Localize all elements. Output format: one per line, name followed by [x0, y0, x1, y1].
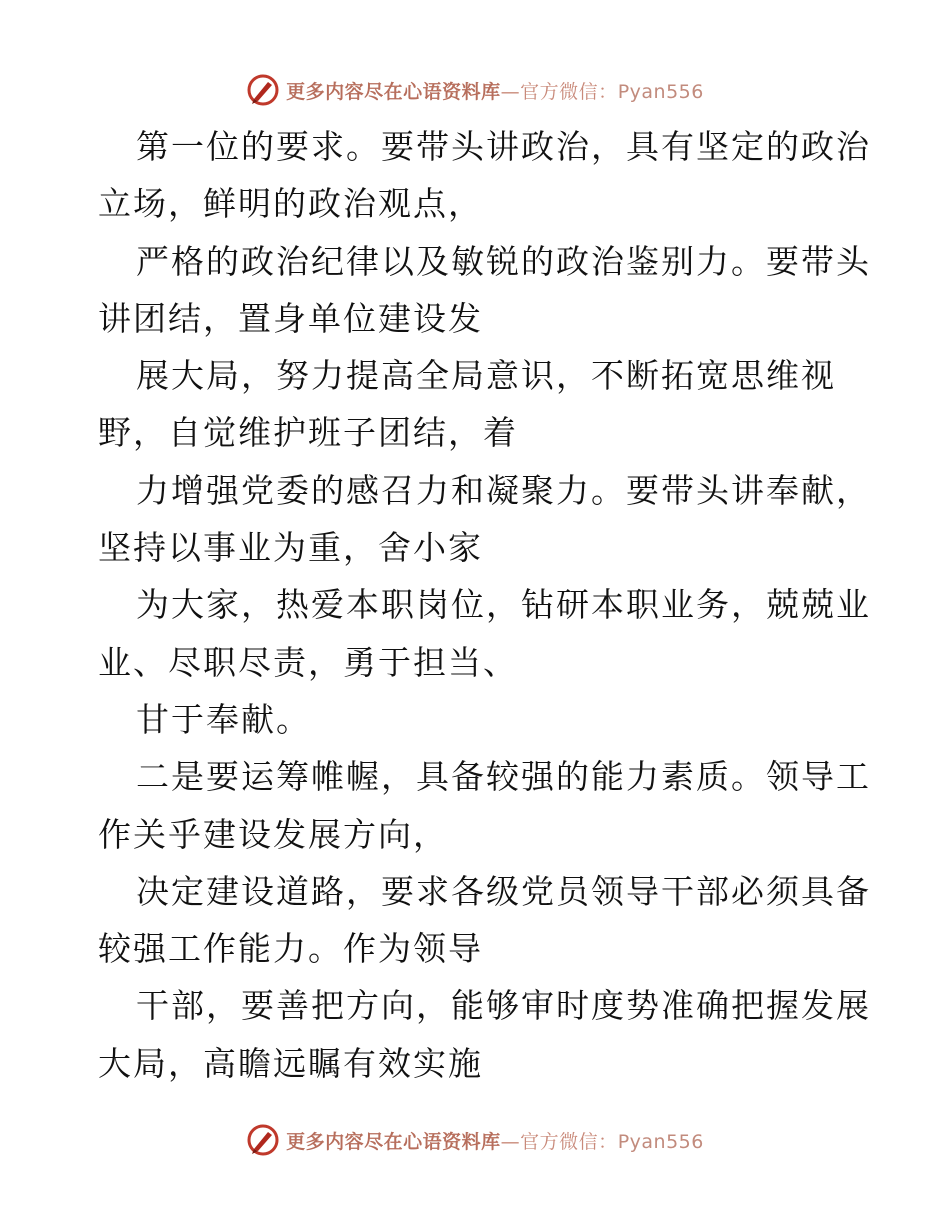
text-line: 野，自觉维护班子团结，着	[98, 413, 518, 453]
text-line: 讲团结，置身单位建设发	[98, 298, 483, 338]
watermark-dash: —	[500, 80, 521, 103]
watermark-text	[286, 1127, 704, 1154]
watermark-wechat-label: 官方微信：	[520, 80, 618, 103]
text-line: 展大局，努力提高全局意识，不断拓宽思维视	[136, 356, 836, 396]
text-line: 严格的政治纪律以及敏锐的政治鉴别力。要带头	[136, 241, 871, 281]
text-line: 干部，要善把方向，能够审时度势准确把握发展	[136, 986, 871, 1026]
text-line: 力增强党委的感召力和凝聚力。要带头讲奉献，	[136, 470, 871, 510]
text-line: 决定建设道路，要求各级党员领导干部必须具备	[136, 871, 871, 911]
text-line: 较强工作能力。作为领导	[98, 929, 483, 969]
watermark-wechat-id: Pyan556	[617, 80, 704, 103]
watermark-wechat-label: 官方微信：	[520, 1130, 618, 1153]
text-line: 作关乎建设发展方向，	[98, 814, 448, 854]
pen-logo-icon	[246, 73, 280, 107]
text-line: 立场，鲜明的政治观点，	[98, 184, 483, 224]
text-line: 甘于奉献。	[136, 699, 311, 739]
watermark-text	[286, 77, 704, 104]
text-line: 第一位的要求。要带头讲政治，具有坚定的政治	[136, 127, 871, 166]
header-watermark	[0, 70, 950, 110]
pen-logo-icon	[246, 1123, 280, 1157]
watermark-dash: —	[500, 1130, 521, 1153]
text-line: 大局，高瞻远瞩有效实施	[98, 1043, 483, 1083]
footer-watermark	[0, 1120, 950, 1160]
document-body	[98, 118, 871, 1092]
watermark-site: 更多内容尽在心语资料库	[286, 1130, 501, 1153]
watermark-site: 更多内容尽在心语资料库	[286, 80, 501, 103]
text-line: 坚持以事业为重，舍小家	[98, 528, 483, 568]
text-line: 二是要运筹帷幄，具备较强的能力素质。领导工	[136, 757, 871, 797]
text-line: 业、尽职尽责，勇于担当、	[98, 642, 518, 682]
watermark-wechat-id: Pyan556	[617, 1130, 704, 1153]
text-line: 为大家，热爱本职岗位，钻研本职业务，兢兢业	[136, 585, 871, 625]
